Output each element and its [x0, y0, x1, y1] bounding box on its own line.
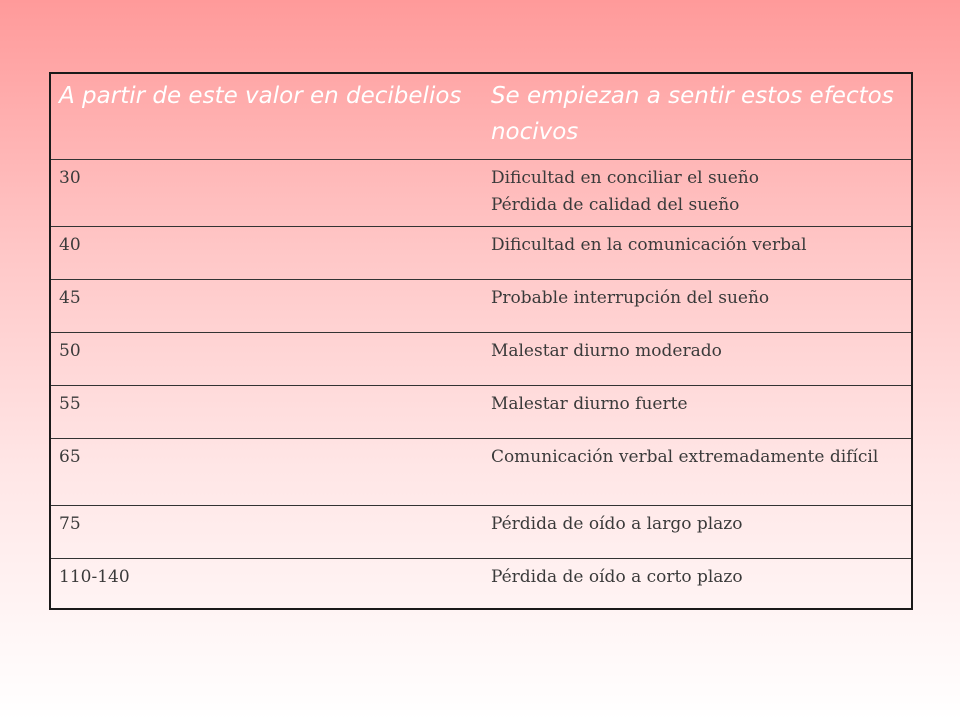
effect-description — [481, 279, 912, 332]
effect-description — [481, 226, 912, 279]
effect-description — [481, 159, 912, 226]
header-threshold: A partir de este valor en decibelios — [50, 73, 481, 159]
effect-description — [481, 558, 912, 609]
table-row — [50, 159, 912, 226]
decibel-value: 50 — [50, 332, 481, 385]
decibel-value: 65 — [50, 438, 481, 505]
effect-description — [481, 332, 912, 385]
effect-line: Pérdida de calidad del sueño — [490, 194, 740, 215]
table-header-row — [50, 73, 912, 159]
table-row — [50, 505, 912, 558]
effect-line: Malestar diurno moderado — [490, 340, 722, 361]
decibel-value: 45 — [50, 279, 481, 332]
effect-line: Dificultad en la comunicación verbal — [490, 234, 807, 255]
effect-description — [481, 385, 912, 438]
table-row — [50, 332, 912, 385]
decibel-value: 55 — [50, 385, 481, 438]
table-row — [50, 279, 912, 332]
effect-description — [481, 505, 912, 558]
table-row — [50, 558, 912, 609]
decibel-value: 30 — [50, 159, 481, 226]
effect-line: Dificultad en conciliar el sueño — [490, 167, 759, 188]
effect-line: Comunicación verbal extremadamente difícil — [490, 446, 879, 467]
header-effects: Se empiezan a sentir estos efectos nocivos — [481, 73, 912, 159]
effect-description — [481, 438, 912, 505]
table-row — [50, 226, 912, 279]
table-row — [50, 385, 912, 438]
noise-effects-table — [49, 72, 913, 610]
table-row — [50, 438, 912, 505]
decibel-value: 40 — [50, 226, 481, 279]
effect-line: Pérdida de oído a largo plazo — [490, 513, 743, 534]
decibel-value: 75 — [50, 505, 481, 558]
effect-line: Probable interrupción del sueño — [490, 287, 770, 308]
effect-line: Pérdida de oído a corto plazo — [490, 566, 743, 587]
decibel-value: 110-140 — [50, 558, 481, 609]
effect-line: Malestar diurno fuerte — [490, 393, 688, 414]
